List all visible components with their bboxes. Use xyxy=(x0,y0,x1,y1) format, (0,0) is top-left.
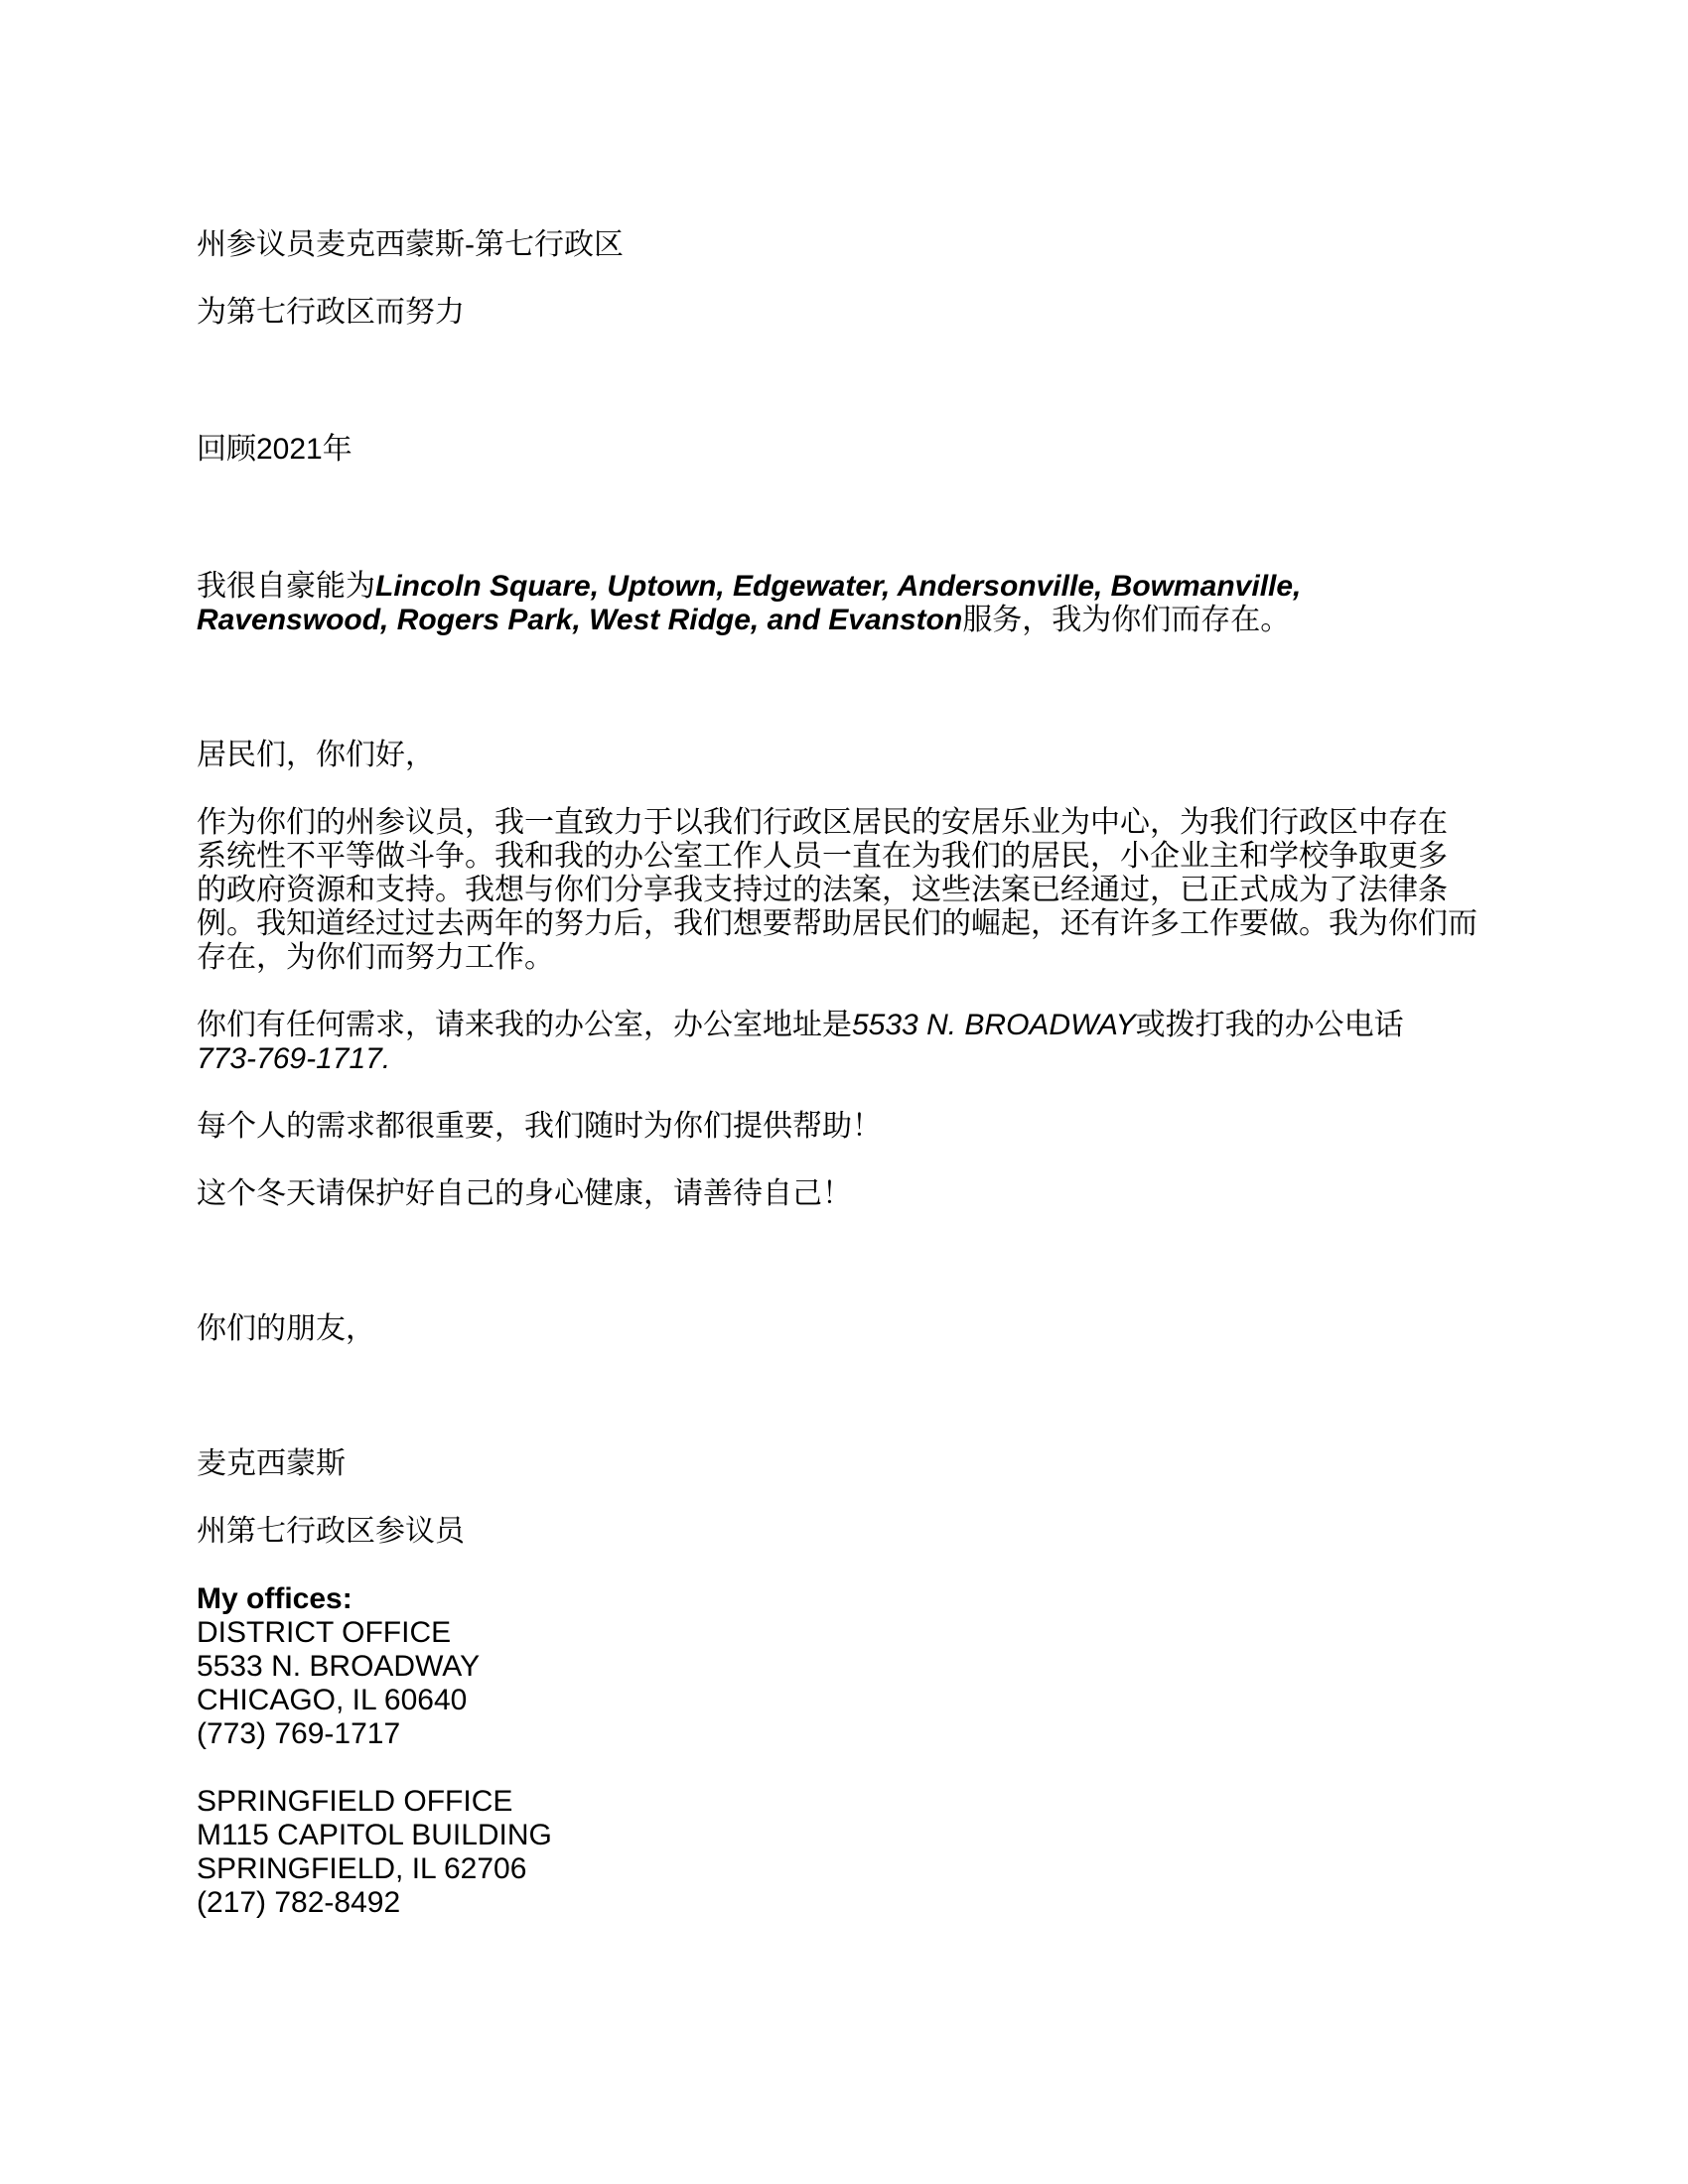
places-line-2: Ravenswood, Rogers Park, West Ridge, and Evanston xyxy=(197,604,963,636)
body-line-4: 例。我知道经过过去两年的努力后，我们想要帮助居民们的崛起，还有许多工作要做。我为你们而 xyxy=(197,907,1477,940)
contact-prefix: 你们有任何需求，请来我的办公室，办公室地址是 xyxy=(197,1009,852,1041)
contact-phone: 773-769-1717. xyxy=(197,1042,391,1075)
places-line-1: Lincoln Square, Uptown, Edgewater, Andersonville, Bowmanville, xyxy=(375,570,1302,603)
contact-paragraph xyxy=(197,1009,1404,1076)
winter-line: 这个冬天请保护好自己的身心健康，请善待自己！ xyxy=(197,1177,852,1210)
contact-middle: 或拨打我的办公电话 xyxy=(1135,1009,1404,1041)
pride-line-2 xyxy=(197,604,1301,637)
body-line-3: 的政府资源和支持。我想与你们分享我支持过的法案，这些法案已经通过，已正式成为了法律条 xyxy=(197,874,1448,906)
letter-subtitle: 为第七行政区而努力 xyxy=(197,296,465,329)
pride-prefix: 我很自豪能为 xyxy=(197,570,375,603)
review-heading: 回顾2021年 xyxy=(197,433,352,466)
district-office-street: 5533 N. BROADWAY xyxy=(197,1650,481,1683)
closing-line: 你们的朋友， xyxy=(197,1312,375,1345)
offices-heading: My offices: xyxy=(197,1582,352,1615)
springfield-office-phone: (217) 782-8492 xyxy=(197,1886,401,1919)
body-line-2: 系统性不平等做斗争。我和我的办公室工作人员一直在为我们的居民，小企业主和学校争取更多 xyxy=(197,840,1448,873)
body-paragraph xyxy=(197,806,1477,975)
needs-line: 每个人的需求都很重要，我们随时为你们提供帮助！ xyxy=(197,1110,882,1143)
district-office-name: DISTRICT OFFICE xyxy=(197,1616,452,1649)
letter-title: 州参议员麦克西蒙斯-第七行政区 xyxy=(197,228,624,261)
springfield-office-name: SPRINGFIELD OFFICE xyxy=(197,1785,513,1818)
springfield-office-street: M115 CAPITOL BUILDING xyxy=(197,1819,552,1851)
pride-line-1 xyxy=(197,570,1301,604)
signature-role: 州第七行政区参议员 xyxy=(197,1515,465,1548)
greeting: 居民们，你们好， xyxy=(197,739,435,771)
district-office-city: CHICAGO, IL 60640 xyxy=(197,1684,468,1716)
district-office-phone: (773) 769-1717 xyxy=(197,1717,401,1750)
pride-suffix: 服务，我为你们而存在。 xyxy=(962,604,1291,636)
contact-line-1 xyxy=(197,1009,1404,1042)
offices-block xyxy=(197,1582,552,1920)
body-line-5: 存在，为你们而努力工作。 xyxy=(197,941,554,974)
springfield-office-city: SPRINGFIELD, IL 62706 xyxy=(197,1852,527,1885)
body-line-1: 作为你们的州参议员，我一直致力于以我们行政区居民的安居乐业为中心，为我们行政区中存在 xyxy=(197,806,1448,839)
offices-spacer xyxy=(197,1751,552,1785)
pride-statement xyxy=(197,570,1301,637)
contact-address: 5533 N. BROADWAY xyxy=(852,1009,1136,1041)
signature-name: 麦克西蒙斯 xyxy=(197,1447,346,1480)
